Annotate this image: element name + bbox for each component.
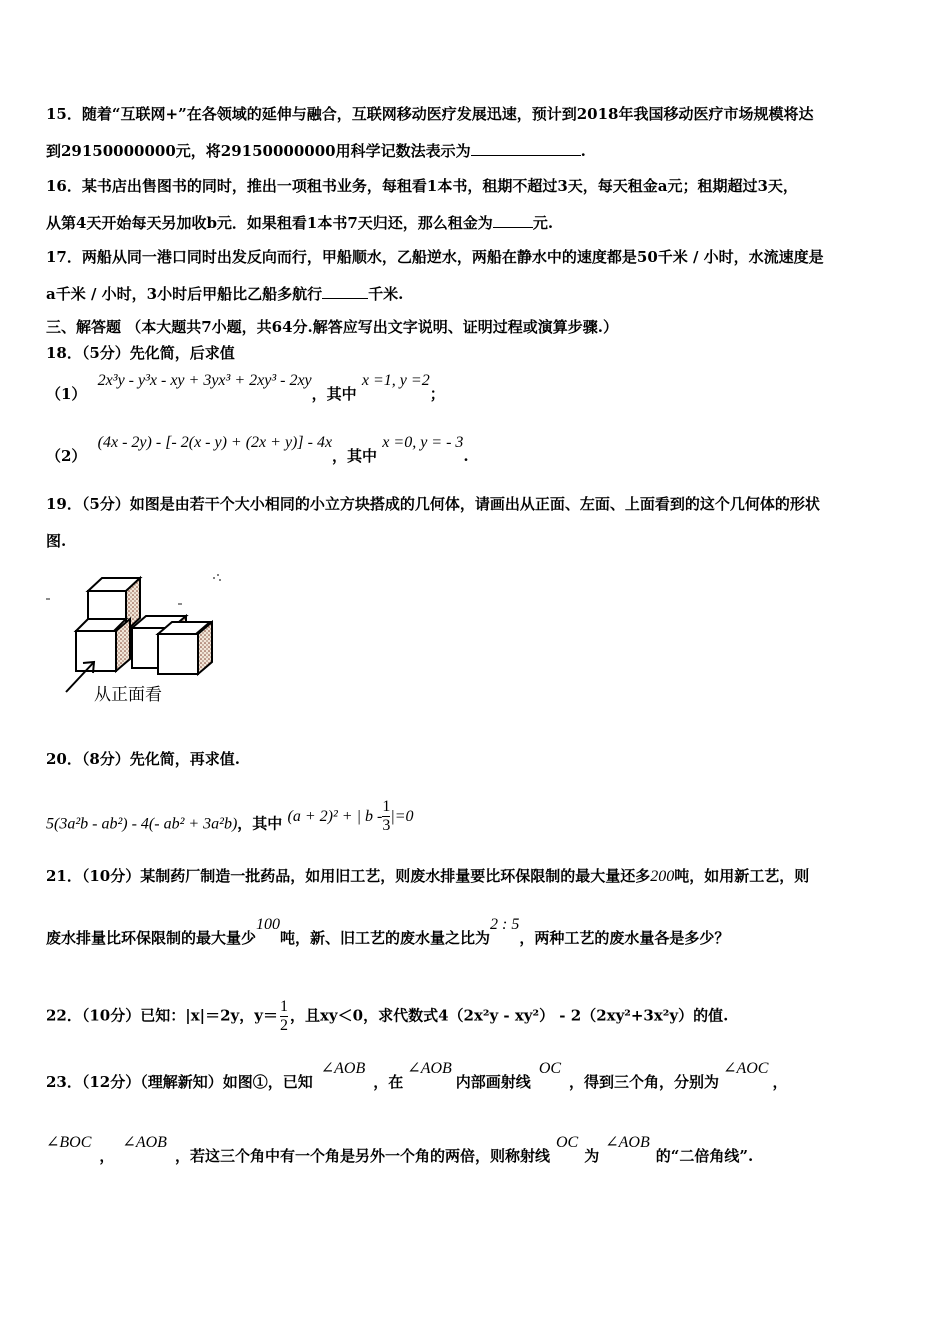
q22-frac-num: 1 bbox=[279, 998, 288, 1015]
q22-fraction bbox=[280, 998, 288, 1035]
q23-line1-b: ，在 bbox=[373, 1073, 404, 1091]
q23-angle-aoc: ∠AOC bbox=[723, 1060, 769, 1077]
q21-line2-b: 吨，新、旧工艺的废水量之比为 bbox=[280, 929, 491, 947]
q18-part2 bbox=[46, 434, 910, 467]
q18-p1-expression: 2x³y - y³x - xy + 3yx³ + 2xy³ - 2xy bbox=[97, 372, 312, 389]
q18-title: 18．（5分）先化简，后求值 bbox=[46, 344, 235, 362]
q22-a: 22．（10分）已知：|x|＝2y，y＝ bbox=[46, 1006, 278, 1025]
q23-angle-aob-4: ∠AOB bbox=[605, 1134, 650, 1151]
q23-angle-boc: ∠BOC bbox=[46, 1134, 92, 1151]
q17-text: a千米 / 小时，3小时后甲船比乙船多航行 bbox=[46, 285, 323, 303]
q16-answer-blank[interactable] bbox=[493, 213, 533, 228]
q15-end: . bbox=[580, 142, 586, 160]
q23-line1-a: 23．（12分）（理解新知）如图①，已知 bbox=[46, 1073, 313, 1091]
cube-figure bbox=[40, 566, 240, 711]
q18-p1-where: ，其中 bbox=[311, 385, 357, 403]
q17-line2 bbox=[46, 284, 910, 304]
q19-line1: 19．（5分）如图是由若干个大小相同的小立方块搭成的几何体，请画出从正面、左面、上面看到的这个几何体的形状 bbox=[46, 495, 820, 513]
q20-title: 20．（8分）先化简，再求值. bbox=[46, 750, 241, 768]
q23-comma-2: ， bbox=[99, 1147, 115, 1165]
q18-p2-end: . bbox=[463, 447, 469, 465]
q17-answer-blank[interactable] bbox=[322, 284, 368, 299]
q21-num-200: 200 bbox=[650, 868, 675, 885]
q20-where: ，其中 bbox=[237, 814, 283, 833]
q23-line2-d: 的“二倍角线”. bbox=[655, 1147, 754, 1165]
q18-p1-condition: x =1, y =2 bbox=[361, 372, 430, 389]
q23-comma: ， bbox=[772, 1073, 788, 1091]
q17-line1: 17．两船从同一港口同时出发反向而行，甲船顺水，乙船逆水，两船在静水中的速度都是50千米 / 小时，水流速度是 bbox=[46, 248, 824, 266]
q20-frac-num: 1 bbox=[382, 798, 391, 815]
q20-frac-den: 3 bbox=[382, 817, 391, 834]
q23-line1-c: 内部画射线 bbox=[455, 1073, 531, 1091]
cube-front-right bbox=[158, 622, 212, 674]
q21-line2 bbox=[46, 916, 910, 949]
q21-line1-b: 吨，如用新工艺，则 bbox=[674, 867, 810, 885]
q23-line1 bbox=[46, 1060, 910, 1093]
q20-condition-post: |=0 bbox=[390, 807, 414, 825]
q22-line bbox=[46, 998, 910, 1035]
q18-p1-label: （1） bbox=[46, 385, 87, 403]
q18-p2-where: ，其中 bbox=[332, 447, 378, 465]
q18-p2-expression: (4x - 2y) - [- 2(x - y) + (2x + y)] - 4x bbox=[97, 434, 333, 451]
q23-ray-oc: OC bbox=[538, 1060, 562, 1077]
q21-line1 bbox=[46, 866, 910, 887]
q23-angle-aob-2: ∠AOB bbox=[407, 1060, 452, 1077]
q18-part1 bbox=[46, 372, 910, 405]
q21-line2-a: 废水排量比环保限制的最大量少 bbox=[46, 929, 257, 947]
q23-line2-b: ，若这三个角中有一个角是另外一个角的两倍，则称射线 bbox=[174, 1147, 550, 1165]
q20-expression: 5(3a²b - ab²) - 4(- ab² + 3a²b) bbox=[46, 815, 238, 833]
q16-line1: 16．某书店出售图书的同时，推出一项租书业务，每租看1本书，租期不超过3天，每天租金a元；租期超过3天， bbox=[46, 177, 798, 195]
section-3-heading: 三、解答题 （本大题共7小题，共64分.解答应写出文字说明、证明过程或演算步骤.） bbox=[46, 318, 618, 336]
q19-line2: 图. bbox=[46, 532, 67, 550]
q16-text: 从第4天开始每天另加收b元．如果租看1本书7天归还，那么租金为 bbox=[46, 214, 493, 232]
q23-ray-oc-2: OC bbox=[555, 1134, 579, 1151]
q16-end: 元. bbox=[532, 214, 554, 232]
q18-p2-label: （2） bbox=[46, 447, 87, 465]
q21-num-100: 100 bbox=[256, 916, 281, 933]
q15-line1: 15．随着“互联网+”在各领域的延伸与融合，互联网移动医疗发展迅速，预计到2018年我国移动医疗市场规模将达 bbox=[46, 105, 814, 123]
q20-condition-pre: (a + 2)² + | b - bbox=[287, 807, 383, 825]
q15-text: 到29150000000元，将29150000000用科学记数法表示为 bbox=[46, 142, 471, 160]
q23-angle-aob: ∠AOB bbox=[320, 1060, 366, 1077]
q15-answer-blank[interactable] bbox=[471, 141, 581, 156]
figure-caption: 从正面看 bbox=[94, 685, 162, 705]
q18-p1-end: ； bbox=[429, 385, 445, 403]
figure-dots bbox=[213, 574, 221, 581]
q23-angle-aob-3: ∠AOB bbox=[122, 1134, 167, 1151]
q21-line1-a: 21．（10分）某制药厂制造一批药品，如用旧工艺，则废水排量要比环保限制的最大量还多 bbox=[46, 867, 651, 885]
q22-b: ，且xy＜0，求代数式4（2x²y - xy²） - 2（2xy²+3x²y）的值. bbox=[289, 1006, 729, 1025]
q17-end: 千米. bbox=[368, 285, 404, 303]
q16-line2 bbox=[46, 213, 910, 233]
q21-line2-c: ，两种工艺的废水量各是多少？ bbox=[519, 929, 730, 947]
q23-line2 bbox=[46, 1134, 910, 1167]
q21-ratio: 2 : 5 bbox=[490, 916, 520, 933]
q15-line2 bbox=[46, 141, 910, 161]
q22-frac-den: 2 bbox=[279, 1017, 288, 1034]
q18-p2-condition: x =0, y = - 3 bbox=[382, 434, 464, 451]
q20-expression-line bbox=[46, 798, 910, 843]
q23-line2-c: 为 bbox=[584, 1147, 600, 1165]
q23-line1-d: ，得到三个角，分别为 bbox=[569, 1073, 720, 1091]
